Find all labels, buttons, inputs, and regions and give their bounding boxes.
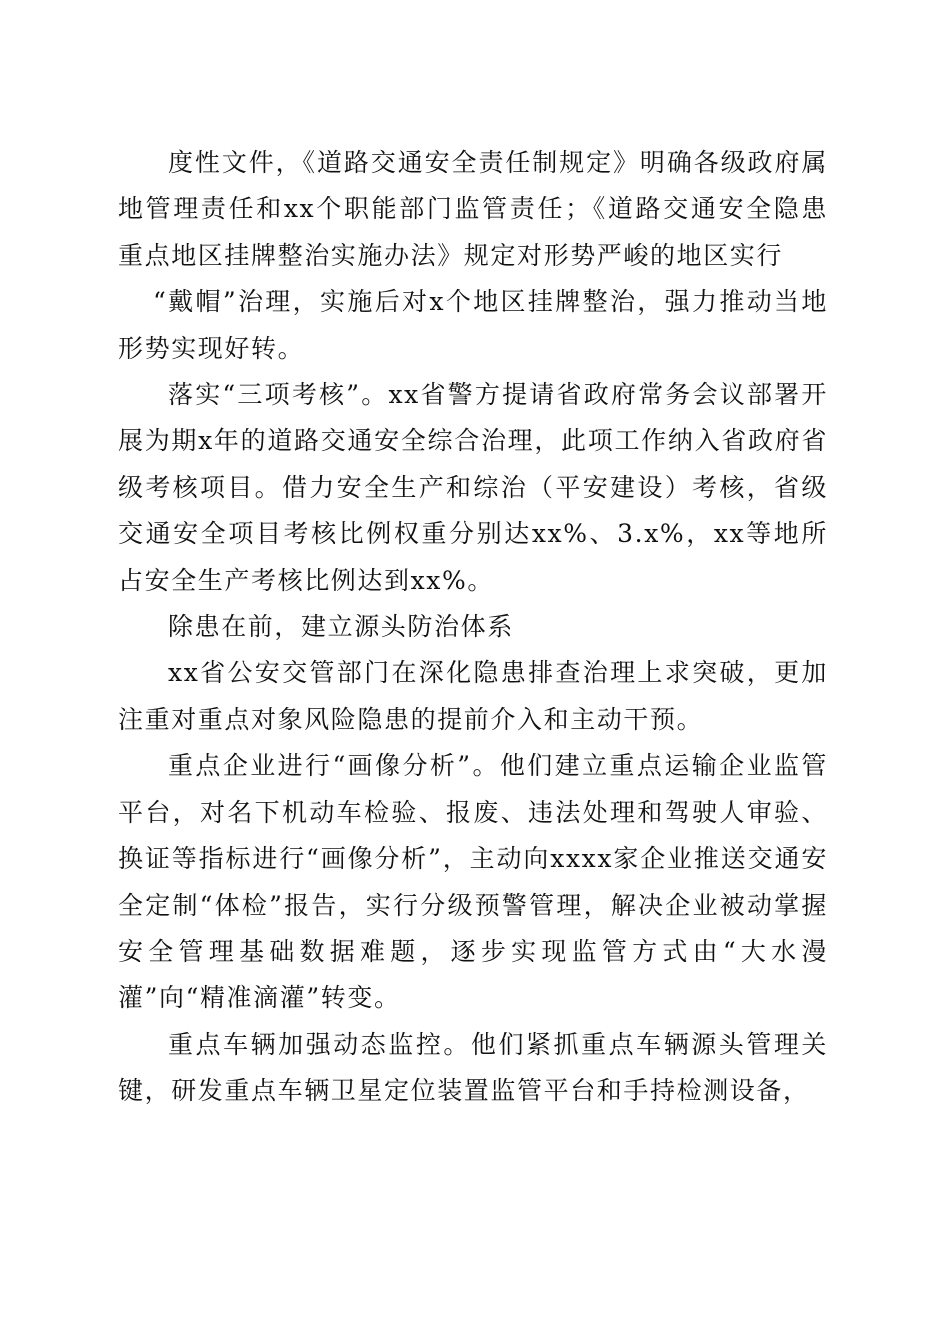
paragraph-enterprise-profiling: 重点企业进行“画像分析”。他们建立重点运输企业监管平台，对名下机动车检验、报废、违法处理和驾驶人审验、换证等指标进行“画像分析”，主动向xxxx家企业推送交通安全定制“体检”报告，实行分级预警管理，解决企业被动掌握安全管理基础数据难题，逐步实现监管方式由“大水漫灌”向“精准滴灌”转变。: [118, 751, 828, 1013]
paragraph-hazard-investigation: xx省公安交管部门在深化隐患排查治理上求突破，更加注重对重点对象风险隐患的提前介入和主动干预。: [118, 658, 828, 734]
section-heading-source-prevention: 除患在前，建立源头防治体系: [168, 612, 514, 642]
document-body: [118, 140, 828, 1115]
paragraph-three-assessments: 落实“三项考核”。xx省警方提请省政府常务会议部署开展为期x年的道路交通安全综合治理，此项工作纳入省政府省级考核项目。借力安全生产和综治（平安建设）考核，省级交通安全项目考核比例权重分别达xx%、3.x%，xx等地所占安全生产考核比例达到xx%。: [118, 380, 828, 595]
paragraph-vehicle-monitoring: 重点车辆加强动态监控。他们紧抓重点车辆源头管理关键，研发重点车辆卫星定位装置监管平台和手持检测设备，: [118, 1029, 828, 1106]
paragraph-responsibility-rules: 度性文件，《道路交通安全责任制规定》明确各级政府属地管理责任和xx个职能部门监管责任；《道路交通安全隐患重点地区挂牌整治实施办法》规定对形势严峻的地区实行: [118, 148, 828, 270]
paragraph-daimao-governance: “戴帽”治理，实施后对x个地区挂牌整治，强力推动当地形势实现好转。: [118, 287, 828, 363]
